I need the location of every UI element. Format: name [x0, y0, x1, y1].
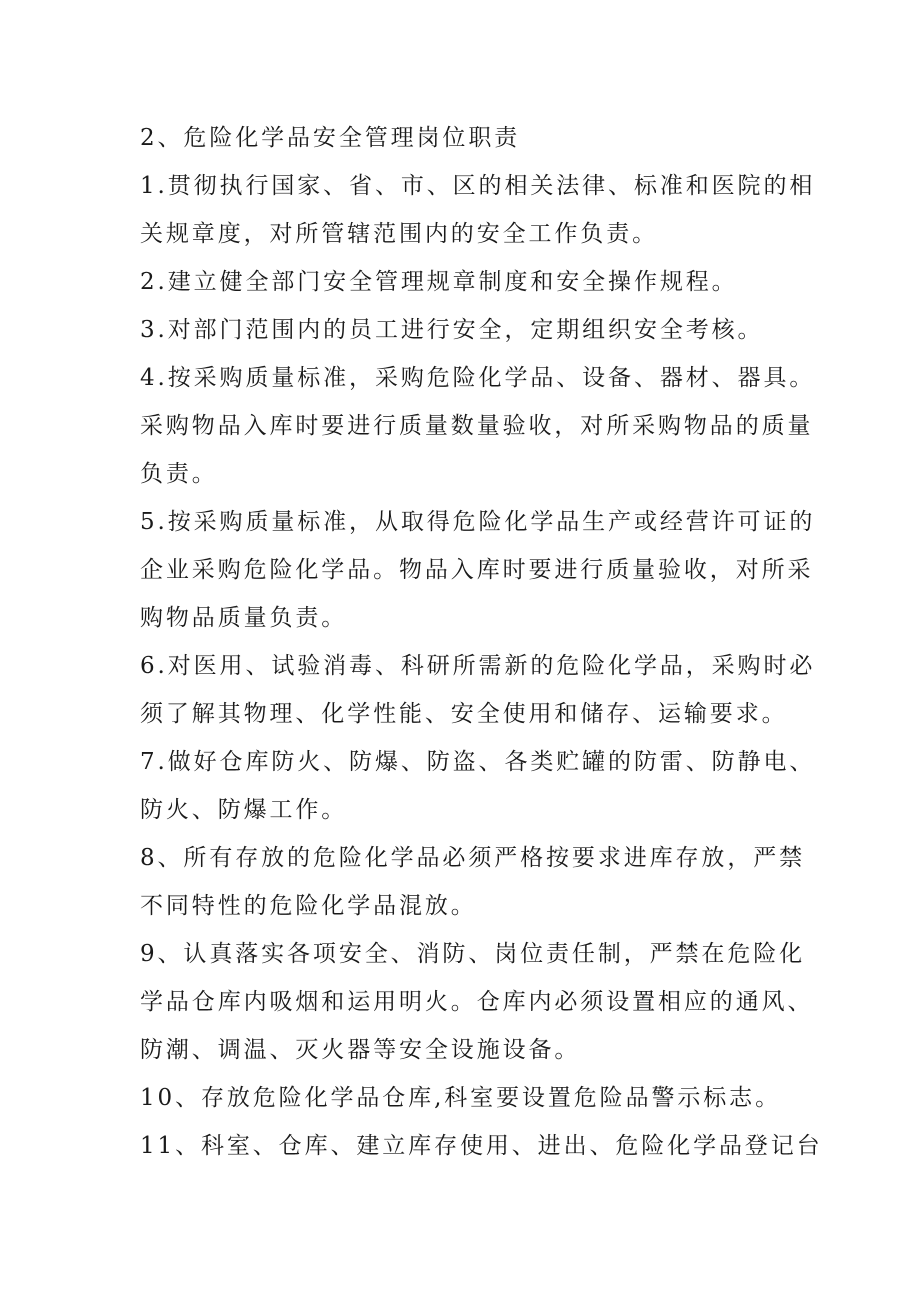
paragraph-line: 关规章度，对所管辖范围内的安全工作负责。	[140, 221, 658, 247]
paragraph-line: 防火、防爆工作。	[140, 797, 348, 823]
paragraph-line: 5.按采购质量标准，从取得危险化学品生产或经营许可证的	[140, 509, 816, 535]
paragraph-line: 学品仓库内吸烟和运用明火。仓库内必须设置相应的通风、	[140, 989, 814, 1015]
paragraph-line: 4.按采购质量标准，采购危险化学品、设备、器材、器具。	[140, 365, 816, 391]
section-heading: 2、危险化学品安全管理岗位职责	[140, 125, 521, 151]
paragraph-line: 8、所有存放的危险化学品必须严格按要求进库存放，严禁	[140, 845, 806, 871]
paragraph-line: 10、存放危险化学品仓库,科室要设置危险品警示标志。	[140, 1085, 781, 1111]
paragraph-line: 企业采购危险化学品。物品入库时要进行质量验收，对所采	[140, 557, 814, 583]
document-body	[140, 114, 823, 1170]
paragraph-line: 1.贯彻执行国家、省、市、区的相关法律、标准和医院的相	[140, 173, 816, 199]
paragraph-line: 购物品质量负责。	[140, 605, 348, 631]
paragraph-line: 不同特性的危险化学品混放。	[140, 893, 477, 919]
paragraph-line: 采购物品入库时要进行质量数量验收，对所采购物品的质量	[140, 413, 814, 439]
paragraph-line: 防潮、调温、灭火器等安全设施设备。	[140, 1037, 581, 1063]
paragraph-line: 2.建立健全部门安全管理规章制度和安全操作规程。	[140, 269, 738, 295]
paragraph-line: 7.做好仓库防火、防爆、防盗、各类贮罐的防雷、防静电、	[140, 749, 816, 775]
paragraph-line: 6.对医用、试验消毒、科研所需新的危险化学品，采购时必	[140, 653, 816, 679]
paragraph-line: 须了解其物理、化学性能、安全使用和储存、运输要求。	[140, 701, 788, 727]
paragraph-line: 9、认真落实各项安全、消防、岗位责任制，严禁在危险化	[140, 941, 806, 967]
paragraph-line: 3.对部门范围内的员工进行安全，定期组织安全考核。	[140, 317, 764, 343]
paragraph-line: 11、科室、仓库、建立库存使用、进出、危险化学品登记台	[140, 1133, 823, 1159]
paragraph-line: 负责。	[140, 461, 218, 487]
